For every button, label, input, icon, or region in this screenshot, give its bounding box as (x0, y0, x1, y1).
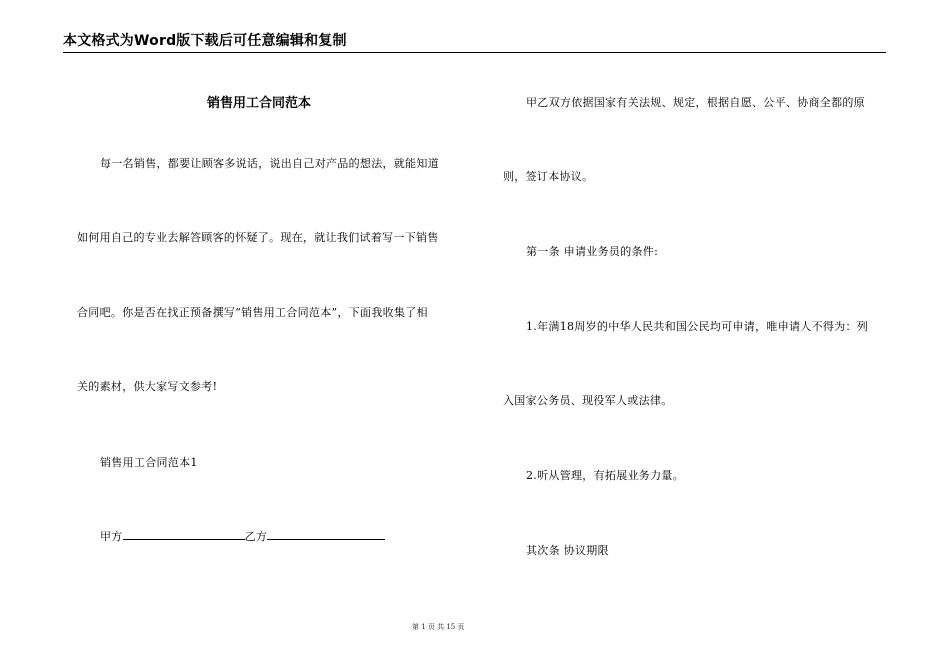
item1-line1: 1.年满18周岁的中华人民共和国公民均可申请，唯申请人不得为：列 (526, 320, 869, 333)
left-para1-line1: 每一名销售，都要让顾客多说话，说出自己对产品的想法，就能知道 (100, 157, 439, 170)
party-a-label: 甲方 (100, 530, 123, 543)
right-para1-line2: 则，签订本协议。 (503, 170, 594, 183)
document-title: 销售用工合同范本 (207, 96, 312, 111)
party-b-label: 乙方 (244, 530, 268, 543)
left-para1-line4: 关的素材，供大家写文参考! (77, 380, 218, 393)
section-title: 销售用工合同范本1 (100, 456, 198, 469)
left-para1-line3: 合同吧。你是否在找正预备撰写“销售用工合同范本”，下面我收集了相 (77, 306, 428, 319)
party-signature-line (100, 528, 385, 544)
clause2-title: 其次条 协议期限 (526, 544, 609, 557)
header-divider (63, 52, 886, 53)
clause1-title: 第一条 申请业务员的条件: (526, 245, 659, 258)
item1-line2: 入国家公务员、现役军人或法律。 (503, 394, 673, 407)
item2: 2.听从管理，有拓展业务力量。 (526, 469, 684, 482)
page-header: 本文格式为Word版下载后可任意编辑和复制 (63, 33, 347, 49)
right-para1-line1: 甲乙双方依据国家有关法规、规定，根据自愿、公平、协商全都的原 (526, 96, 865, 109)
party-a-blank (123, 529, 245, 540)
party-b-blank (267, 529, 385, 540)
left-para1-line2: 如何用自己的专业去解答顾客的怀疑了。现在，就让我们试着写一下销售 (77, 231, 439, 244)
page-footer: 第 1 页 共 15 页 (412, 623, 465, 631)
